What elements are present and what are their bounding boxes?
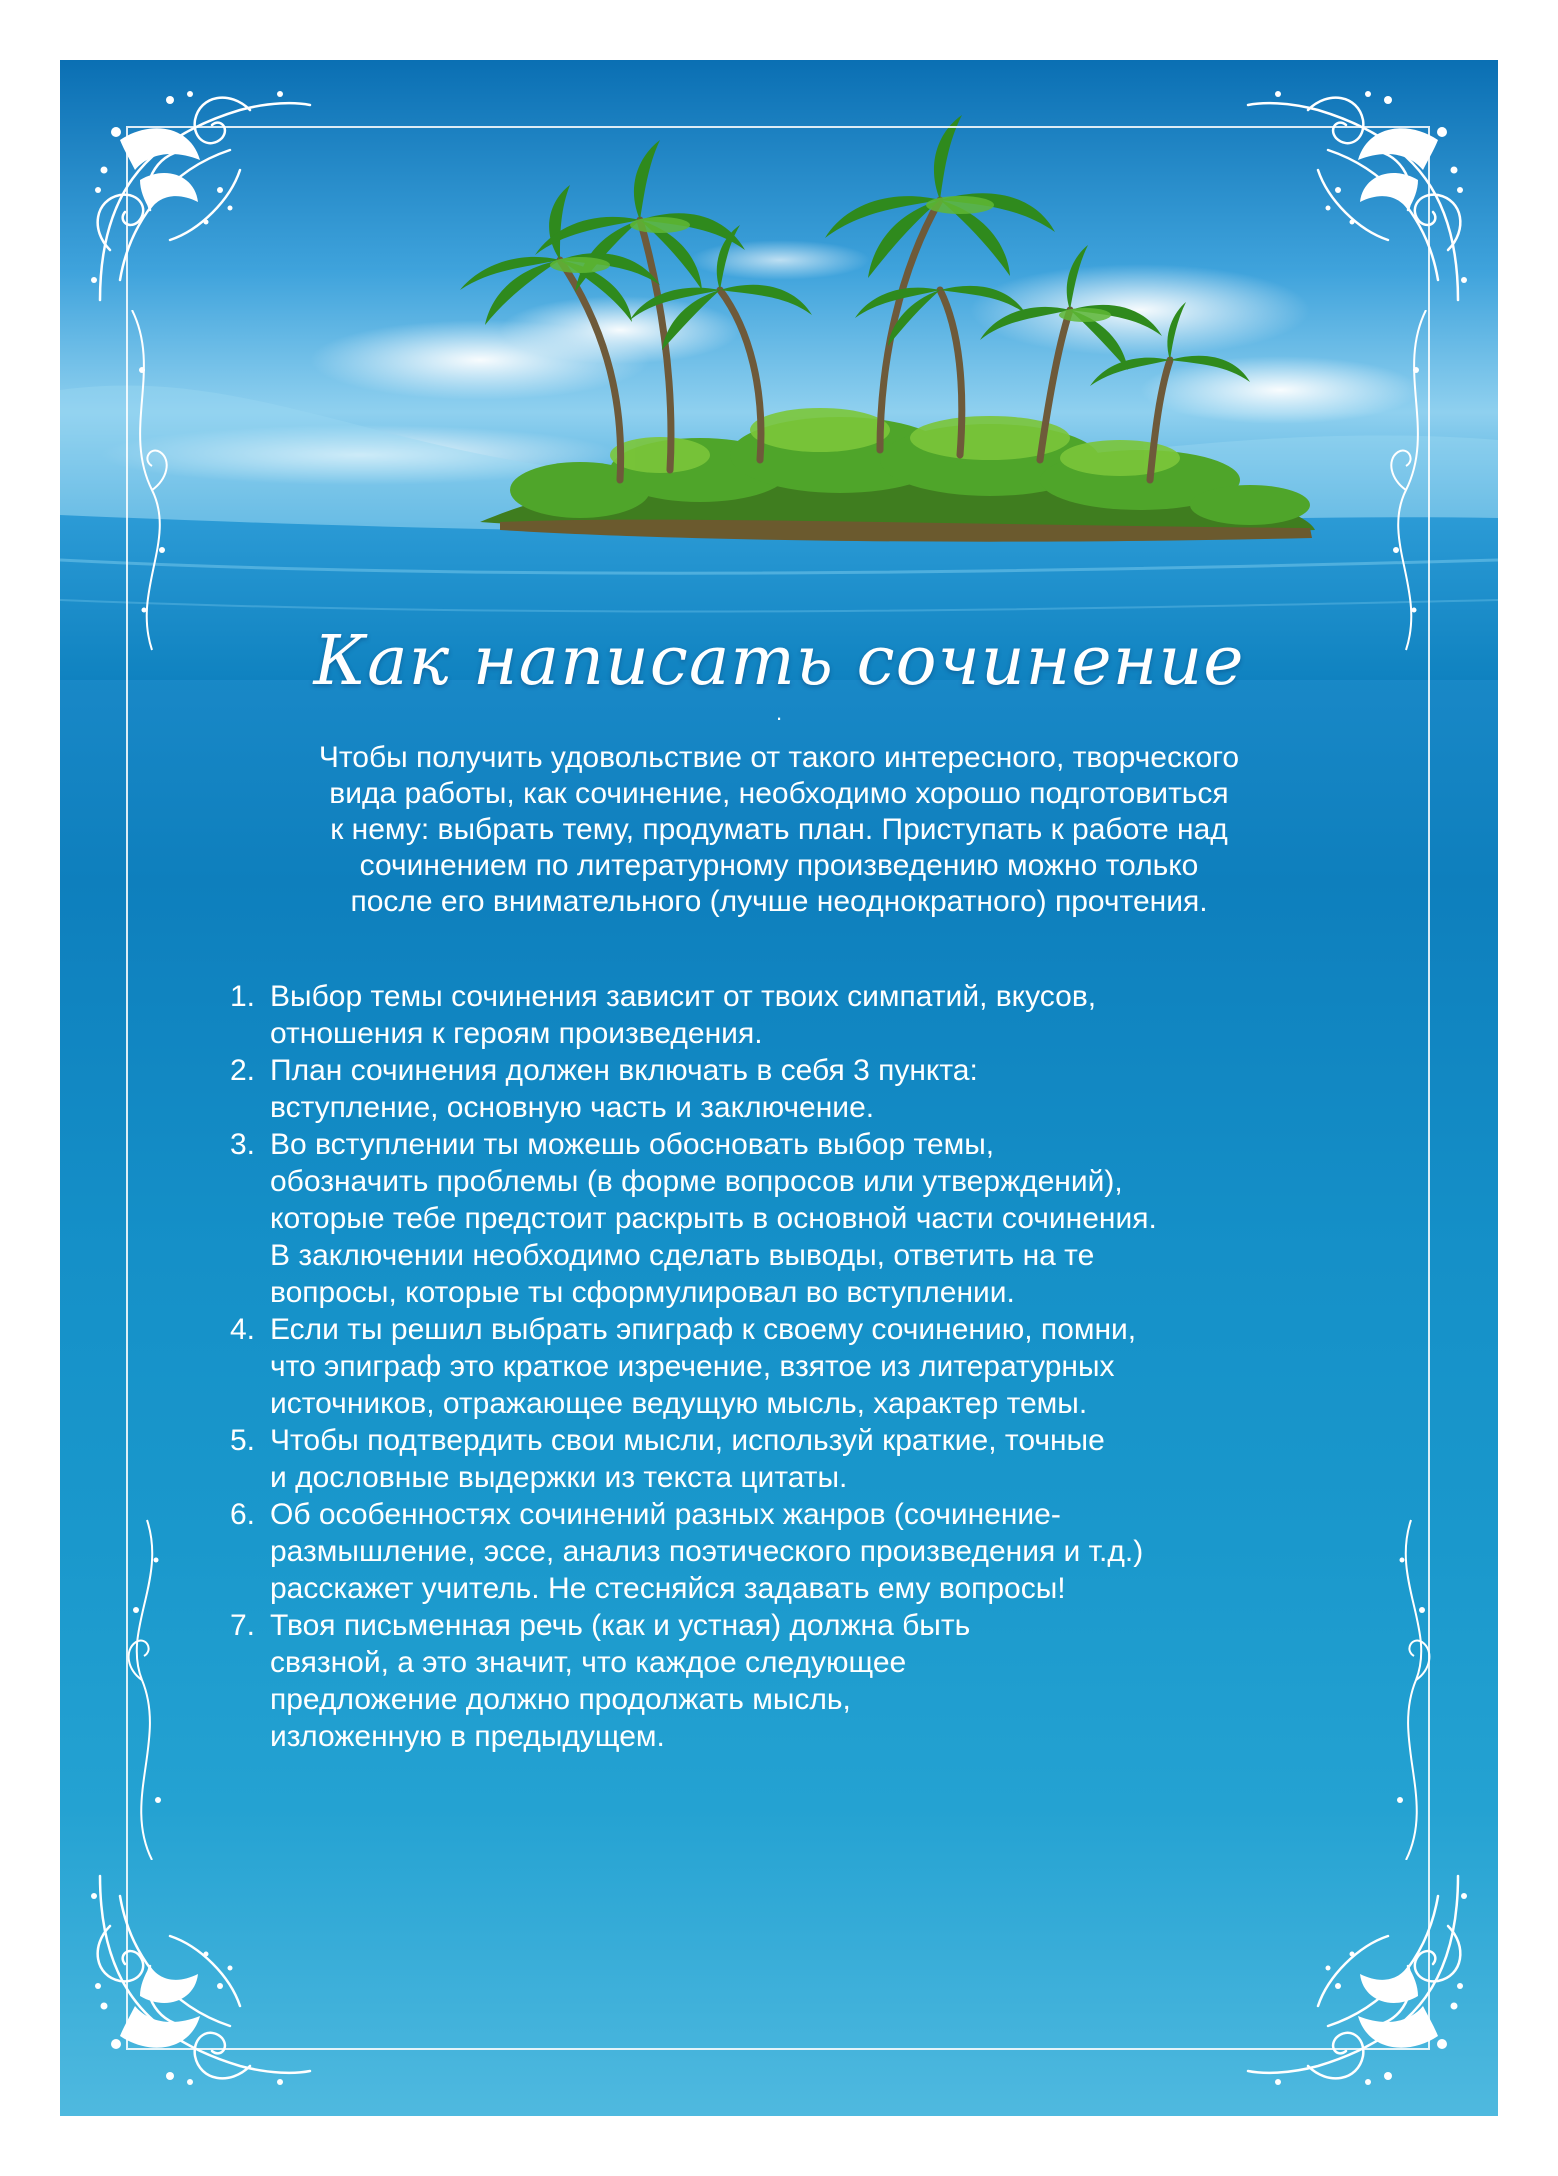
intro-line: вида работы, как сочинение, необходимо хорошо подготовиться [329,777,1229,810]
list-item [230,1126,1380,1311]
list-item-line: изложенную в предыдущем. [270,1720,665,1753]
intro-line: к нему: выбрать тему, продумать план. Приступать к работе над [330,813,1228,846]
list-item-line: План сочинения должен включать в себя 3 пункта: [270,1054,978,1087]
intro-line: Чтобы получить удовольствие от такого интересного, творческого [318,741,1240,774]
separator-dot: . [775,700,783,725]
rules-list [230,978,1380,1755]
list-item-line: связной, а это значит, что каждое следующее [270,1646,907,1679]
corner-ornament-icon [80,1856,320,2096]
list-item-line: обозначить проблемы (в форме вопросов или утверждений), [270,1165,1123,1198]
list-item [230,1496,1380,1607]
list-item-line: и дословные выдержки из текста цитаты. [270,1461,848,1494]
list-item-number: 5. [230,1424,256,1457]
side-flourish-icon [122,1440,182,1860]
list-item [230,978,1380,1052]
list-item-line: вступление, основную часть и заключение. [270,1091,875,1124]
list-item [230,1052,1380,1126]
list-item-number: 3. [230,1128,256,1161]
list-item-number: 2. [230,1054,256,1087]
list-item-line: размышление, эссе, анализ поэтического произведения и т.д.) [270,1535,1144,1568]
side-flourish-icon [1376,1440,1436,1860]
intro-line: сочинением по литературному произведению можно только [359,849,1199,882]
list-item-line: отношения к героям произведения. [270,1017,763,1050]
intro-line: после его внимательного (лучше неоднократного) прочтения. [350,885,1208,918]
list-item-number: 1. [230,980,256,1013]
list-item-line: Во вступлении ты можешь обосновать выбор темы, [270,1128,995,1161]
intro-paragraph [210,740,1348,920]
corner-ornament-icon [1238,80,1478,320]
list-item-line: Чтобы подтвердить свои мысли, используй краткие, точные [270,1424,1105,1457]
list-item-line: Выбор темы сочинения зависит от твоих симпатий, вкусов, [270,980,1097,1013]
list-item-number: 7. [230,1609,256,1642]
list-item-line: источников, отражающее ведущую мысль, характер темы. [270,1387,1088,1420]
corner-ornament-icon [80,80,320,320]
list-item-line: В заключении необходимо сделать выводы, ответить на те [270,1239,1095,1272]
page-title: Как написать сочинение [313,622,1245,701]
list-item-line: что эпиграф это краткое изречение, взятое из литературных [270,1350,1115,1383]
list-item-line: предложение должно продолжать мысль, [270,1683,851,1716]
list-item-line: Твоя письменная речь (как и устная) должна быть [270,1609,971,1642]
list-item-line: Об особенностях сочинений разных жанров (сочинение- [270,1498,1061,1531]
list-item [230,1607,1380,1755]
list-item [230,1311,1380,1422]
list-item-line: Если ты решил выбрать эпиграф к своему сочинению, помни, [270,1313,1137,1346]
list-item [230,1422,1380,1496]
list-item-line: расскажет учитель. Не стесняйся задавать ему вопросы! [270,1572,1066,1605]
corner-ornament-icon [1238,1856,1478,2096]
list-item-line: вопросы, которые ты сформулировал во вступлении. [270,1276,1015,1309]
list-item-number: 4. [230,1313,256,1346]
list-item-line: которые тебе предстоит раскрыть в основной части сочинения. [270,1202,1157,1235]
poster [60,60,1498,2116]
list-item-number: 6. [230,1498,256,1531]
